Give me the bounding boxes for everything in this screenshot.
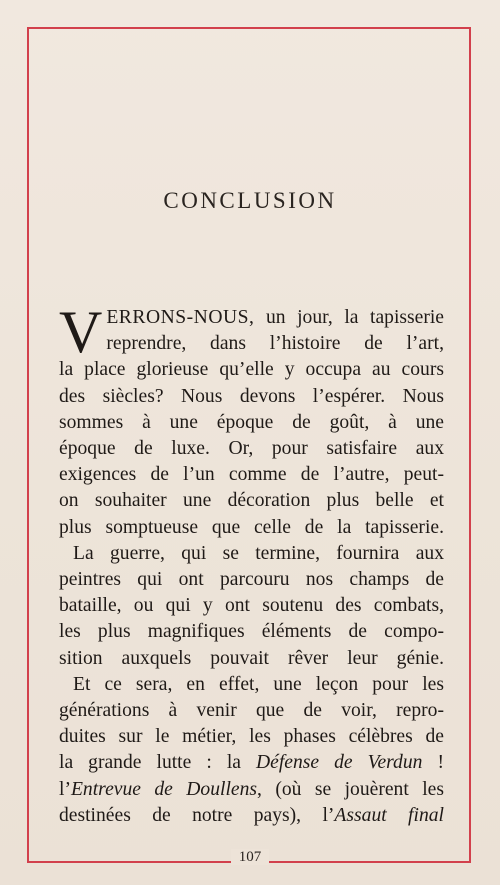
paragraph-1-line: sommes à une époque de goût, à une — [59, 411, 444, 433]
paragraph-3-line: générations à venir que de voir, repro- — [59, 700, 444, 722]
paragraph-2-line: bataille, ou qui y ont soutenu des combats, — [59, 595, 444, 617]
paragraph-1-line: on souhaiter une décoration plus belle et — [59, 490, 444, 512]
paragraph-1 — [59, 299, 444, 541]
paragraph-1-line: exigences de l’un comme de l’autre, peut- — [59, 464, 444, 486]
drop-cap: V — [59, 299, 103, 365]
paragraph-1-line: plus somptueuse que celle de la tapisserie. — [59, 516, 444, 538]
body-text — [59, 299, 444, 829]
lead-in-small-caps: ERRONS-NOUS, — [106, 307, 255, 328]
paragraph-2-line: La guerre, qui se termine, fournira aux — [73, 542, 444, 564]
paragraph-3-line: l’Entrevue de Doullens, (où se jouèrent les — [59, 778, 444, 800]
paragraph-3 — [59, 672, 444, 829]
italic-title-entrevue-de-doullens: Entrevue de Doullens — [70, 778, 258, 800]
paragraph-1-line: ERRONS-NOUS, un jour, la tapisserie — [106, 307, 444, 328]
italic-title-assaut-final: Assaut final — [334, 804, 444, 826]
paragraph-3-line: destinées de notre pays), l’Assaut final — [59, 804, 444, 826]
paragraph-3-line: la grande lutte : la Défense de Verdun ! — [59, 752, 444, 774]
paragraph-2-line: sition auxquels pouvait rêver leur génie. — [59, 647, 444, 669]
paragraph-1-line: la place glorieuse qu’elle y occupa au cours — [59, 359, 444, 381]
paragraph-2-line: peintres qui ont parcouru nos champs de — [59, 569, 444, 591]
paragraph-1-line: reprendre, dans l’histoire de l’art, — [106, 333, 444, 355]
paragraph-3-line: Et ce sera, en effet, une leçon pour les — [73, 673, 444, 695]
page-number: 107 — [0, 849, 500, 866]
italic-title-defense-de-verdun: Défense de Verdun — [256, 752, 423, 774]
paragraph-1-line: des siècles? Nous devons l’espérer. Nous — [59, 385, 444, 407]
chapter-title: CONCLUSION — [163, 188, 337, 213]
paragraph-3-line: duites sur le métier, les phases célèbres de — [59, 726, 444, 748]
paragraph-1-line: époque de luxe. Or, pour satisfaire aux — [59, 438, 444, 460]
paragraph-2-line: les plus magnifiques éléments de compo- — [59, 621, 444, 643]
paragraph-2 — [59, 541, 444, 672]
